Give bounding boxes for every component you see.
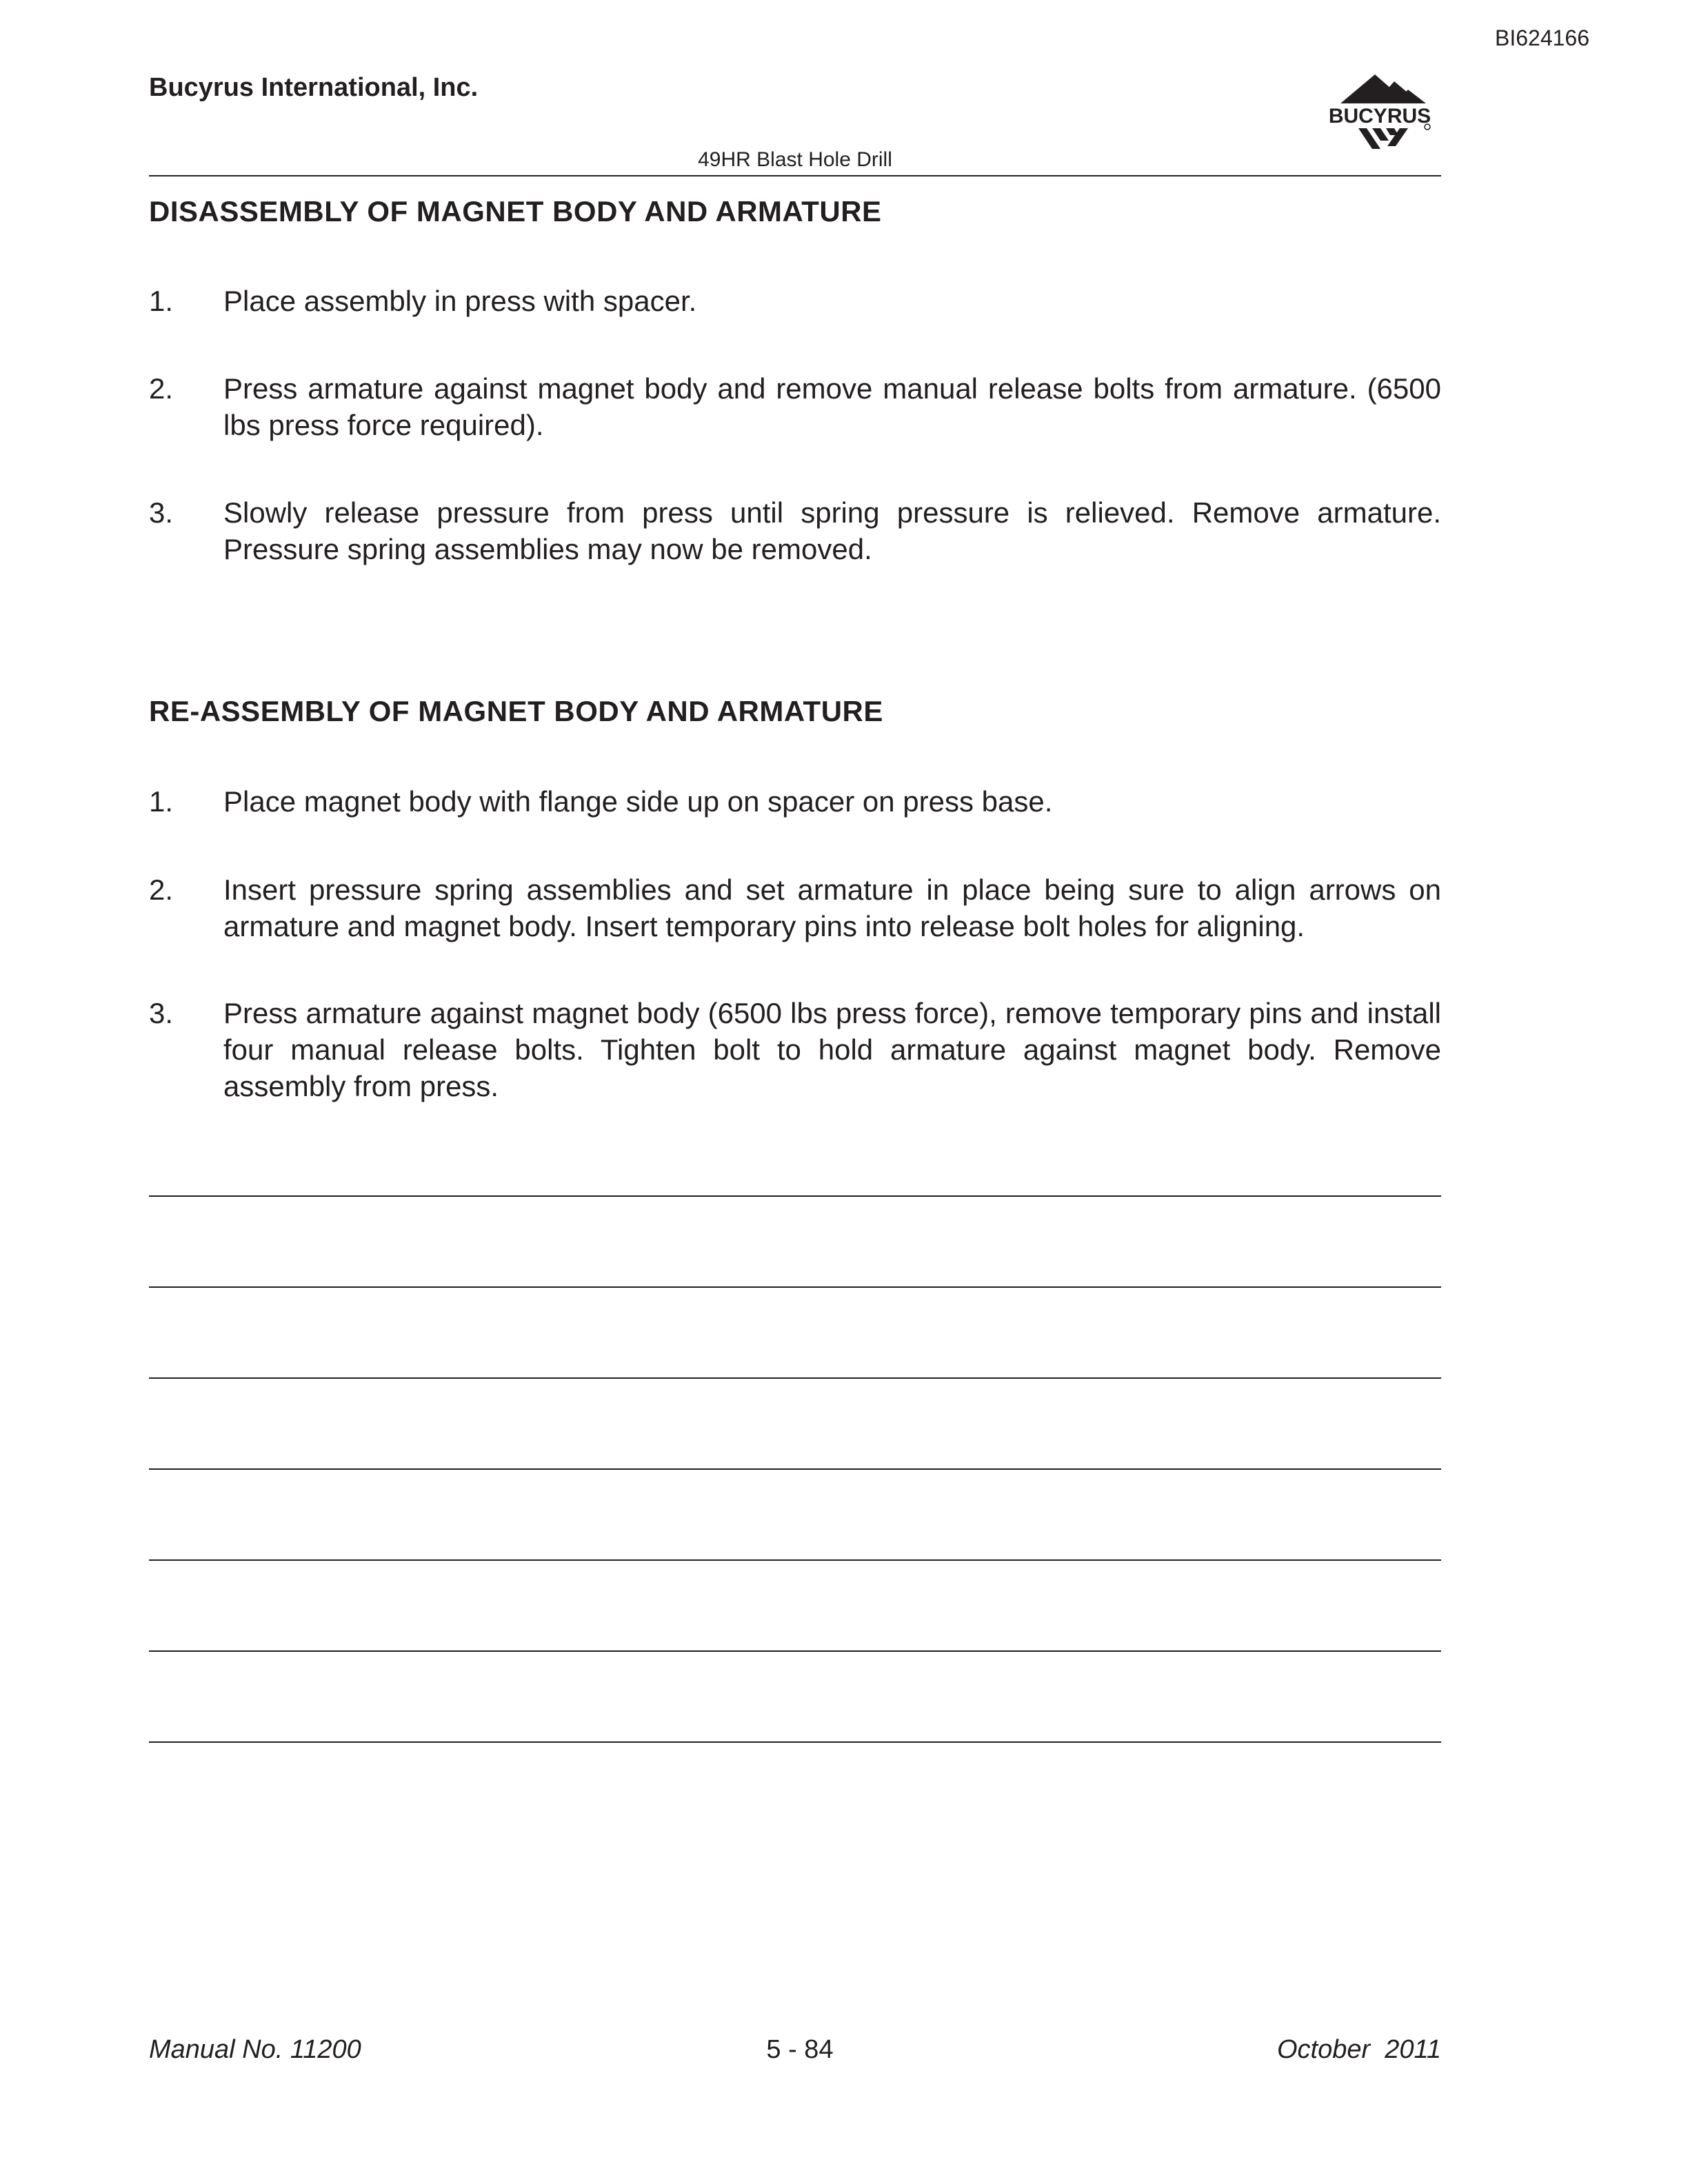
footer-date: October 2011 (1276, 2035, 1441, 2064)
bucyrus-logo-icon (1317, 72, 1443, 152)
section-title-reassembly: RE-ASSEMBLY OF MAGNET BODY AND ARMATURE (149, 695, 883, 727)
step-number: 3. (149, 997, 174, 1029)
note-line (149, 1377, 1441, 1379)
step-number: 2. (149, 873, 174, 906)
list-item (149, 783, 1441, 820)
step-number: 1. (149, 785, 174, 818)
section-title-disassembly: DISASSEMBLY OF MAGNET BODY AND ARMATURE (149, 195, 882, 228)
list-item (149, 283, 1441, 319)
document-id: BI624166 (1495, 26, 1590, 50)
note-line (149, 1650, 1441, 1652)
list-item (149, 494, 1441, 567)
step-text: Slowly release pressure from press until spring pressure is relieved. Remove armature. Pressure spring assemblies may now be removed. (223, 496, 1441, 565)
note-line (149, 1741, 1441, 1743)
svg-text:BUCYRUS: BUCYRUS (1328, 105, 1431, 128)
step-number: 1. (149, 285, 174, 317)
list-item (149, 995, 1441, 1104)
note-line (149, 1468, 1441, 1470)
step-text: Place assembly in press with spacer. (223, 285, 697, 317)
step-text: Press armature against magnet body and remove manual release bolts from armature. (6500 lbs press force required). (223, 372, 1441, 441)
step-text: Press armature against magnet body (6500 lbs press force), remove temporary pins and install four manual release bolts. Tighten bolt to hold armature against magnet body. Remove assembly from press. (223, 997, 1441, 1102)
footer-page-number: 5 - 84 (766, 2035, 834, 2064)
note-line (149, 1195, 1441, 1197)
footer-manual-number: Manual No. 11200 (149, 2035, 361, 2064)
list-item (149, 871, 1441, 944)
header-rule (149, 175, 1441, 176)
bucyrus-logo (1317, 72, 1443, 152)
company-name: Bucyrus International, Inc. (149, 73, 479, 102)
step-text: Insert pressure spring assemblies and set armature in place being sure to align arrows on armature and magnet body. Insert temporary pins into release bolt holes for aligning. (223, 873, 1441, 942)
step-text: Place magnet body with flange side up on spacer on press base. (223, 785, 1053, 818)
note-line (149, 1286, 1441, 1288)
step-number: 2. (149, 372, 174, 405)
step-number: 3. (149, 496, 174, 529)
list-item (149, 370, 1441, 443)
product-subtitle: 49HR Blast Hole Drill (698, 148, 892, 171)
note-line (149, 1559, 1441, 1561)
